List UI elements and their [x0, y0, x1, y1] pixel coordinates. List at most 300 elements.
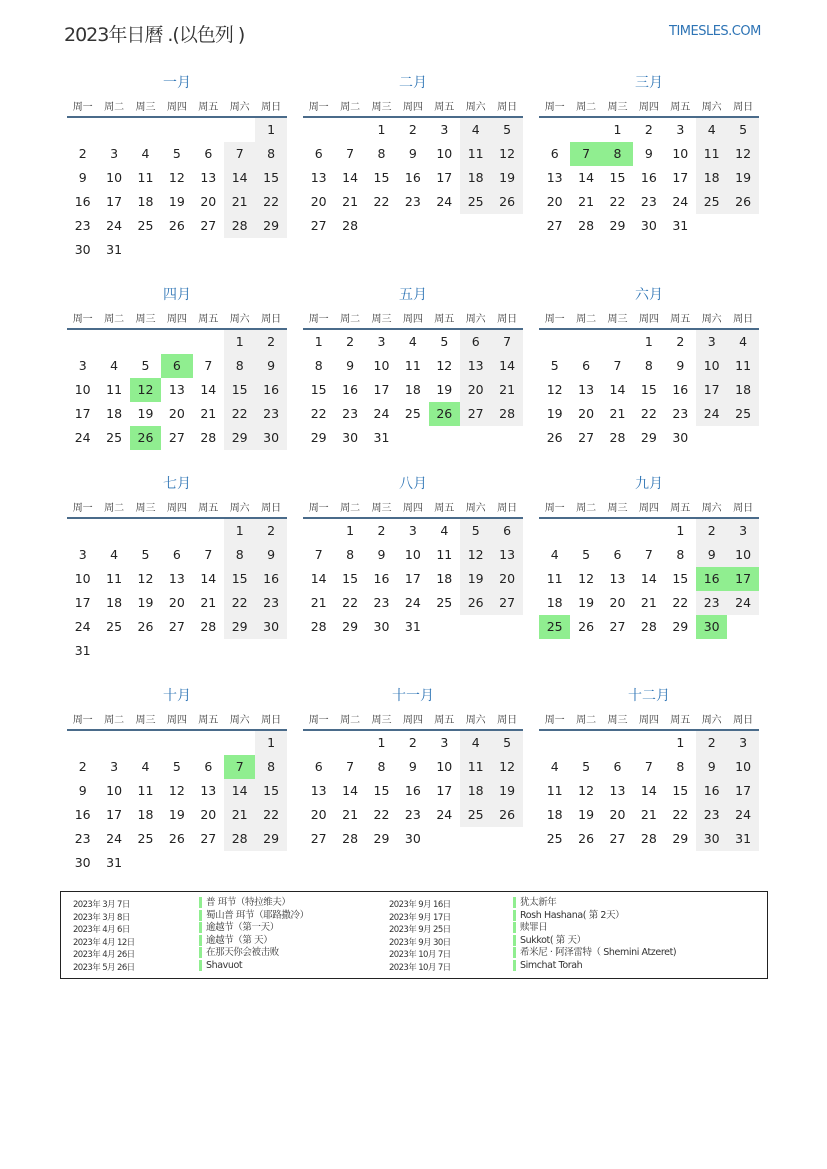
day-cell: 10 — [373, 358, 390, 373]
holiday-date: 2023年 5月 26日 — [73, 962, 135, 973]
holiday-date: 2023年 9月 25日 — [389, 925, 451, 935]
day-cell: 11 — [436, 547, 453, 562]
day-cell: 23 — [342, 406, 359, 421]
day-cell: 26 — [578, 831, 595, 846]
weekday-header: 周五 — [198, 503, 219, 514]
day-cell: 2 — [255, 519, 286, 543]
day-cell: 6 — [550, 146, 559, 161]
weekday-header: 周三 — [135, 102, 156, 113]
month-name: 一月 — [163, 75, 191, 91]
day-cell: 27 — [491, 591, 522, 615]
day-cell: 16 — [404, 783, 421, 798]
day-cell: 15 — [672, 571, 689, 586]
month-block — [67, 72, 287, 272]
day-cell: 8 — [346, 547, 355, 562]
day-cell: 2 — [255, 330, 286, 354]
day-cell: 15 — [672, 783, 689, 798]
day-cell: 16 — [255, 567, 286, 591]
day-cell: 22 — [224, 591, 255, 615]
day-cell: 18 — [460, 779, 491, 803]
weekday-header: 周二 — [576, 503, 597, 514]
weekday-header: 周三 — [371, 503, 392, 514]
weekday-header: 周日 — [497, 715, 518, 726]
day-cell: 31 — [727, 827, 758, 851]
day-cell: 28 — [640, 831, 657, 846]
day-cell: 22 — [310, 406, 327, 421]
weekday-header: 周六 — [465, 715, 486, 726]
day-cell: 21 — [578, 194, 595, 209]
day-cell: 4 — [440, 523, 449, 538]
holiday-name: Simchat Torah — [513, 960, 582, 971]
weekday-header: 周二 — [104, 715, 125, 726]
day-cell: 5 — [491, 731, 522, 755]
holiday-name: Shavuot — [199, 960, 242, 971]
day-cell: 13 — [460, 354, 491, 378]
day-cell: 31 — [106, 242, 123, 257]
day-cell: 14 — [342, 170, 359, 185]
weekday-header: 周日 — [261, 715, 282, 726]
weekday-header: 周一 — [72, 102, 93, 113]
day-cell: 11 — [546, 571, 563, 586]
holiday-name: Sukkot( 第 天） — [513, 935, 586, 946]
weekday-header: 周一 — [544, 503, 565, 514]
day-cell: 17 — [727, 779, 758, 803]
day-cell: 3 — [440, 735, 449, 750]
day-cell: 3 — [110, 759, 119, 774]
day-cell: 27 — [609, 831, 626, 846]
day-cell: 6 — [204, 146, 213, 161]
day-cell: 28 — [342, 218, 359, 233]
day-cell: 6 — [314, 759, 323, 774]
day-cell: 7 — [491, 330, 522, 354]
day-cell: 10 — [106, 170, 123, 185]
day-cell: 8 — [224, 354, 255, 378]
day-cell: 21 — [310, 595, 327, 610]
weekday-header: 周五 — [198, 715, 219, 726]
day-cell: 26 — [727, 190, 758, 214]
day-cell: 12 — [491, 755, 522, 779]
day-cell: 11 — [106, 571, 123, 586]
weekday-header: 周一 — [544, 102, 565, 113]
day-cell: 1 — [613, 122, 622, 137]
holiday-day-cell: 25 — [539, 615, 570, 639]
weekday-header: 周三 — [135, 503, 156, 514]
day-cell: 22 — [672, 595, 689, 610]
day-cell: 19 — [168, 807, 185, 822]
day-cell: 9 — [255, 354, 286, 378]
month-name: 二月 — [399, 75, 427, 91]
day-cell: 29 — [255, 827, 286, 851]
weekday-header: 周三 — [607, 102, 628, 113]
weekday-header: 周一 — [544, 715, 565, 726]
day-cell: 11 — [137, 170, 154, 185]
day-cell: 24 — [373, 406, 390, 421]
day-cell: 13 — [200, 783, 217, 798]
day-cell: 18 — [137, 807, 154, 822]
day-cell: 15 — [640, 382, 657, 397]
day-cell: 4 — [460, 731, 491, 755]
day-cell: 25 — [546, 831, 563, 846]
holiday-name: 赎罪日 — [513, 922, 547, 933]
day-cell: 27 — [609, 619, 626, 634]
holiday-day-cell: 7 — [224, 755, 255, 779]
day-cell: 20 — [609, 595, 626, 610]
weekday-header: 周四 — [402, 503, 423, 514]
day-cell: 9 — [377, 547, 386, 562]
day-cell: 21 — [200, 595, 217, 610]
holiday-day-cell: 17 — [727, 567, 758, 591]
day-cell: 24 — [727, 591, 758, 615]
day-cell: 11 — [460, 755, 491, 779]
holiday-date: 2023年 9月 17日 — [389, 912, 451, 923]
day-cell: 13 — [546, 170, 563, 185]
day-cell: 3 — [110, 146, 119, 161]
weekday-header: 周二 — [576, 102, 597, 113]
day-cell: 27 — [310, 218, 327, 233]
holiday-date: 2023年 10月 7日 — [389, 950, 451, 960]
weekday-header: 周四 — [166, 715, 187, 726]
day-cell: 4 — [550, 759, 559, 774]
holiday-legend — [60, 891, 768, 979]
month-block — [303, 473, 523, 673]
day-cell: 30 — [74, 855, 91, 870]
day-cell: 24 — [106, 218, 123, 233]
day-cell: 12 — [578, 783, 595, 798]
day-cell: 1 — [346, 523, 355, 538]
day-cell: 16 — [404, 170, 421, 185]
holiday-day-cell: 26 — [429, 402, 460, 426]
day-cell: 2 — [78, 759, 87, 774]
holiday-name: 犹太新年 — [513, 897, 556, 908]
day-cell: 19 — [460, 567, 491, 591]
day-cell: 20 — [578, 406, 595, 421]
holiday-date: 2023年 10月 7日 — [389, 962, 451, 973]
weekday-header: 周四 — [638, 314, 659, 325]
weekday-header: 周二 — [340, 503, 361, 514]
day-cell: 20 — [460, 378, 491, 402]
day-cell: 28 — [640, 619, 657, 634]
day-cell: 17 — [74, 406, 91, 421]
day-cell: 22 — [640, 406, 657, 421]
day-cell: 22 — [255, 803, 286, 827]
day-cell: 13 — [310, 170, 327, 185]
day-cell: 23 — [255, 591, 286, 615]
day-cell: 4 — [110, 547, 119, 562]
day-cell: 18 — [106, 406, 123, 421]
weekday-header: 周六 — [229, 314, 250, 325]
day-cell: 17 — [436, 783, 453, 798]
day-cell: 14 — [342, 783, 359, 798]
day-cell: 19 — [137, 406, 154, 421]
day-cell: 30 — [255, 426, 286, 450]
weekday-header: 周四 — [402, 102, 423, 113]
weekday-header: 周二 — [104, 503, 125, 514]
day-cell: 11 — [460, 142, 491, 166]
weekday-header: 周一 — [72, 503, 93, 514]
day-cell: 18 — [106, 595, 123, 610]
day-cell: 29 — [255, 214, 286, 238]
day-cell: 29 — [342, 619, 359, 634]
day-cell: 27 — [546, 218, 563, 233]
day-cell: 24 — [404, 595, 421, 610]
weekday-header: 周五 — [434, 102, 455, 113]
day-cell: 30 — [640, 218, 657, 233]
day-cell: 6 — [613, 547, 622, 562]
weekday-header: 周四 — [166, 314, 187, 325]
day-cell: 1 — [224, 519, 255, 543]
weekday-header: 周六 — [701, 503, 722, 514]
day-cell: 2 — [377, 523, 386, 538]
holiday-day-cell: 12 — [130, 378, 161, 402]
page-title: 2023年日曆 .(以色列 ) — [64, 24, 245, 46]
holiday-date: 2023年 9月 16日 — [389, 900, 451, 910]
day-cell: 13 — [609, 571, 626, 586]
day-cell: 15 — [224, 567, 255, 591]
day-cell: 17 — [74, 595, 91, 610]
day-cell: 6 — [491, 519, 522, 543]
day-cell: 28 — [200, 430, 217, 445]
day-cell: 30 — [696, 827, 727, 851]
weekday-header: 周六 — [465, 503, 486, 514]
day-cell: 7 — [204, 358, 213, 373]
day-cell: 16 — [74, 194, 91, 209]
weekday-header: 周二 — [576, 314, 597, 325]
weekday-header: 周二 — [340, 102, 361, 113]
day-cell: 26 — [578, 619, 595, 634]
month-block — [539, 473, 759, 673]
day-cell: 3 — [440, 122, 449, 137]
holiday-name: 逾越节（第一天） — [199, 922, 279, 933]
day-cell: 7 — [224, 142, 255, 166]
day-cell: 25 — [727, 402, 758, 426]
weekday-header: 周日 — [733, 314, 754, 325]
day-cell: 2 — [696, 731, 727, 755]
weekday-header: 周日 — [497, 102, 518, 113]
month-name: 五月 — [399, 287, 427, 303]
day-cell: 19 — [491, 779, 522, 803]
day-cell: 10 — [727, 543, 758, 567]
weekday-header: 周五 — [198, 314, 219, 325]
day-cell: 27 — [200, 831, 217, 846]
day-cell: 21 — [640, 807, 657, 822]
day-cell: 23 — [696, 803, 727, 827]
weekday-header: 周六 — [465, 314, 486, 325]
day-cell: 28 — [342, 831, 359, 846]
day-cell: 19 — [578, 807, 595, 822]
weekday-header: 周四 — [638, 503, 659, 514]
day-cell: 24 — [436, 807, 453, 822]
day-cell: 27 — [578, 430, 595, 445]
day-cell: 31 — [106, 855, 123, 870]
day-cell: 9 — [255, 543, 286, 567]
day-cell: 27 — [168, 619, 185, 634]
day-cell: 20 — [168, 595, 185, 610]
day-cell: 3 — [727, 519, 758, 543]
day-cell: 9 — [644, 146, 653, 161]
day-cell: 8 — [676, 547, 685, 562]
holiday-name: 在那天你会被击败 — [199, 947, 279, 958]
day-cell: 24 — [106, 831, 123, 846]
day-cell: 30 — [74, 242, 91, 257]
holiday-date: 2023年 9月 30日 — [389, 937, 451, 948]
day-cell: 21 — [342, 194, 359, 209]
day-cell: 5 — [172, 146, 181, 161]
day-cell: 29 — [224, 426, 255, 450]
day-cell: 22 — [672, 807, 689, 822]
day-cell: 6 — [582, 358, 591, 373]
day-cell: 8 — [255, 142, 286, 166]
day-cell: 30 — [404, 831, 421, 846]
weekday-header: 周五 — [434, 503, 455, 514]
weekday-header: 周一 — [308, 715, 329, 726]
day-cell: 2 — [676, 334, 685, 349]
day-cell: 10 — [74, 571, 91, 586]
day-cell: 14 — [200, 571, 217, 586]
day-cell: 19 — [578, 595, 595, 610]
day-cell: 10 — [436, 759, 453, 774]
weekday-header: 周五 — [670, 102, 691, 113]
day-cell: 28 — [578, 218, 595, 233]
month-name: 八月 — [399, 476, 427, 492]
day-cell: 18 — [436, 571, 453, 586]
day-cell: 24 — [436, 194, 453, 209]
month-block — [303, 72, 523, 272]
weekday-header: 周日 — [733, 503, 754, 514]
day-cell: 13 — [200, 170, 217, 185]
day-cell: 21 — [640, 595, 657, 610]
day-cell: 30 — [672, 430, 689, 445]
holiday-name: Rosh Hashana( 第 2天） — [513, 910, 624, 921]
weekday-header: 周二 — [576, 715, 597, 726]
day-cell: 6 — [314, 146, 323, 161]
day-cell: 13 — [168, 382, 185, 397]
day-cell: 16 — [672, 382, 689, 397]
day-cell: 11 — [106, 382, 123, 397]
day-cell: 25 — [460, 190, 491, 214]
holiday-date: 2023年 3月 8日 — [73, 912, 130, 923]
day-cell: 25 — [137, 831, 154, 846]
day-cell: 8 — [224, 543, 255, 567]
day-cell: 21 — [491, 378, 522, 402]
day-cell: 5 — [727, 118, 758, 142]
day-cell: 20 — [546, 194, 563, 209]
day-cell: 20 — [310, 194, 327, 209]
day-cell: 22 — [224, 402, 255, 426]
day-cell: 30 — [255, 615, 286, 639]
holiday-day-cell: 26 — [130, 426, 161, 450]
month-block — [539, 685, 759, 885]
day-cell: 3 — [377, 334, 386, 349]
holiday-day-cell: 8 — [602, 142, 633, 166]
day-cell: 26 — [137, 619, 154, 634]
day-cell: 26 — [168, 831, 185, 846]
day-cell: 22 — [373, 807, 390, 822]
day-cell: 5 — [582, 547, 591, 562]
month-block — [303, 284, 523, 484]
month-block — [67, 473, 287, 673]
day-cell: 15 — [342, 571, 359, 586]
month-name: 九月 — [635, 476, 663, 492]
day-cell: 18 — [404, 382, 421, 397]
weekday-header: 周五 — [198, 102, 219, 113]
day-cell: 12 — [168, 170, 185, 185]
day-cell: 22 — [342, 595, 359, 610]
day-cell: 29 — [224, 615, 255, 639]
month-name: 十二月 — [628, 688, 670, 704]
day-cell: 23 — [74, 831, 91, 846]
day-cell: 10 — [74, 382, 91, 397]
weekday-header: 周日 — [733, 715, 754, 726]
holiday-day-cell: 30 — [696, 615, 727, 639]
month-block — [539, 72, 759, 272]
day-cell: 17 — [373, 382, 390, 397]
day-cell: 19 — [436, 382, 453, 397]
day-cell: 23 — [672, 406, 689, 421]
day-cell: 12 — [491, 142, 522, 166]
day-cell: 8 — [255, 755, 286, 779]
day-cell: 28 — [224, 214, 255, 238]
weekday-header: 周六 — [701, 102, 722, 113]
day-cell: 4 — [550, 547, 559, 562]
day-cell: 1 — [676, 735, 685, 750]
day-cell: 23 — [404, 807, 421, 822]
day-cell: 24 — [696, 402, 727, 426]
day-cell: 3 — [676, 122, 685, 137]
day-cell: 11 — [546, 783, 563, 798]
weekday-header: 周六 — [229, 102, 250, 113]
weekday-header: 周四 — [166, 102, 187, 113]
day-cell: 26 — [546, 430, 563, 445]
day-cell: 5 — [460, 519, 491, 543]
holiday-date: 2023年 3月 7日 — [73, 900, 130, 910]
day-cell: 4 — [110, 358, 119, 373]
day-cell: 5 — [582, 759, 591, 774]
day-cell: 24 — [74, 430, 91, 445]
day-cell: 26 — [460, 591, 491, 615]
day-cell: 18 — [546, 595, 563, 610]
weekday-header: 周日 — [733, 102, 754, 113]
month-header-rule — [67, 729, 287, 731]
day-cell: 11 — [137, 783, 154, 798]
day-cell: 8 — [314, 358, 323, 373]
day-cell: 13 — [491, 543, 522, 567]
day-cell: 10 — [404, 547, 421, 562]
day-cell: 28 — [224, 827, 255, 851]
day-cell: 16 — [255, 378, 286, 402]
day-cell: 8 — [644, 358, 653, 373]
weekday-header: 周三 — [607, 314, 628, 325]
day-cell: 13 — [168, 571, 185, 586]
day-cell: 1 — [676, 523, 685, 538]
day-cell: 4 — [460, 118, 491, 142]
day-cell: 12 — [168, 783, 185, 798]
day-cell: 2 — [408, 122, 417, 137]
day-cell: 8 — [676, 759, 685, 774]
holiday-name: 逾越节（第 天） — [199, 935, 272, 946]
day-cell: 31 — [74, 643, 91, 658]
day-cell: 23 — [255, 402, 286, 426]
day-cell: 6 — [613, 759, 622, 774]
day-cell: 31 — [672, 218, 689, 233]
day-cell: 10 — [696, 354, 727, 378]
day-cell: 23 — [404, 194, 421, 209]
weekday-header: 周日 — [261, 503, 282, 514]
day-cell: 24 — [74, 619, 91, 634]
day-cell: 3 — [78, 547, 87, 562]
day-cell: 24 — [727, 803, 758, 827]
day-cell: 15 — [609, 170, 626, 185]
day-cell: 29 — [672, 831, 689, 846]
